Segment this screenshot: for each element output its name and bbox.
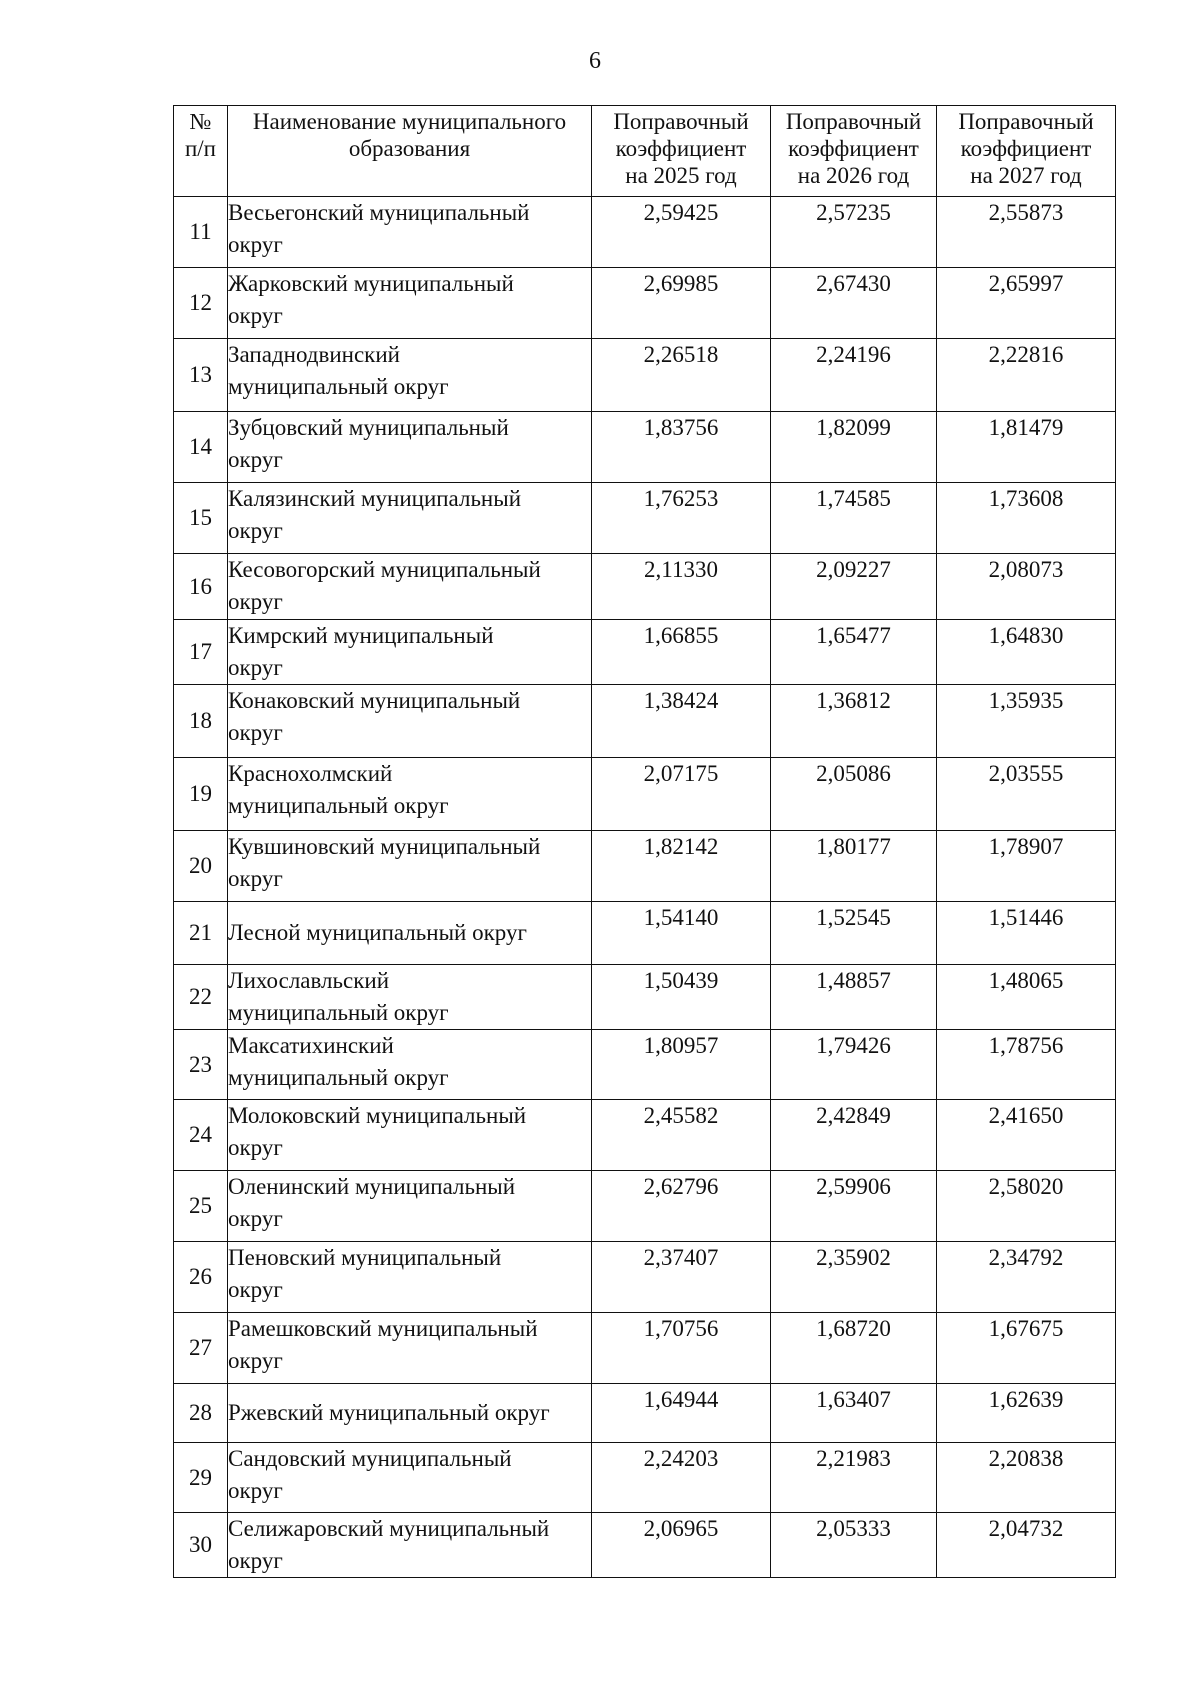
coefficient-2025: 2,26518 <box>592 339 771 412</box>
coefficient-2027: 2,58020 <box>937 1171 1116 1242</box>
row-number: 23 <box>174 1030 228 1100</box>
municipality-name <box>228 831 592 902</box>
row-number: 27 <box>174 1313 228 1384</box>
municipality-name <box>228 1242 592 1313</box>
municipality-name-line: муниципальный округ <box>228 374 449 399</box>
coefficient-2025: 1,83756 <box>592 412 771 483</box>
table-row <box>174 483 1116 554</box>
coefficient-2027: 2,20838 <box>937 1443 1116 1513</box>
coefficient-2027: 1,73608 <box>937 483 1116 554</box>
row-number: 13 <box>174 339 228 412</box>
row-number: 11 <box>174 197 228 268</box>
coefficient-2025: 2,37407 <box>592 1242 771 1313</box>
coefficient-2027: 1,67675 <box>937 1313 1116 1384</box>
row-number: 28 <box>174 1384 228 1443</box>
coefficient-2026: 2,05333 <box>771 1513 937 1578</box>
coefficient-2026: 2,57235 <box>771 197 937 268</box>
coefficient-2026: 1,68720 <box>771 1313 937 1384</box>
municipality-name-line: Зубцовский муниципальный <box>228 415 509 440</box>
header-2025: Поправочный коэффициент на 2025 год <box>592 106 771 197</box>
table-row <box>174 758 1116 831</box>
municipality-name-line: округ <box>228 720 283 745</box>
coefficient-2026: 1,36812 <box>771 685 937 758</box>
municipality-name-line: округ <box>228 303 283 328</box>
header-name: Наименование муниципального образования <box>228 106 592 197</box>
table-row <box>174 412 1116 483</box>
table-row <box>174 1100 1116 1171</box>
municipality-name-line: округ <box>228 447 283 472</box>
municipality-name <box>228 483 592 554</box>
table-row <box>174 1513 1116 1578</box>
coefficient-2026: 2,35902 <box>771 1242 937 1313</box>
municipality-name <box>228 197 592 268</box>
coefficient-2025: 1,76253 <box>592 483 771 554</box>
row-number: 26 <box>174 1242 228 1313</box>
municipality-name <box>228 554 592 620</box>
municipality-name-line: муниципальный округ <box>228 1000 449 1025</box>
row-number: 19 <box>174 758 228 831</box>
row-number: 14 <box>174 412 228 483</box>
coefficient-2027: 1,81479 <box>937 412 1116 483</box>
coefficient-2025: 2,24203 <box>592 1443 771 1513</box>
coefficient-2026: 1,48857 <box>771 965 937 1030</box>
table-row <box>174 965 1116 1030</box>
municipality-name-line: округ <box>228 1135 283 1160</box>
table-row <box>174 1030 1116 1100</box>
coefficient-2025: 2,59425 <box>592 197 771 268</box>
row-number: 20 <box>174 831 228 902</box>
row-number: 22 <box>174 965 228 1030</box>
row-number: 16 <box>174 554 228 620</box>
row-number: 12 <box>174 268 228 339</box>
coefficient-2027: 2,04732 <box>937 1513 1116 1578</box>
coefficient-2025: 2,45582 <box>592 1100 771 1171</box>
coefficient-2025: 1,70756 <box>592 1313 771 1384</box>
municipality-name-line: Оленинский муниципальный <box>228 1174 516 1199</box>
municipality-name <box>228 620 592 685</box>
coefficient-2025: 1,54140 <box>592 902 771 965</box>
coefficients-table <box>173 105 1116 1578</box>
table-row <box>174 902 1116 965</box>
municipality-name-line: округ <box>228 655 283 680</box>
municipality-name-line: округ <box>228 1348 283 1373</box>
municipality-name <box>228 268 592 339</box>
coefficient-2027: 1,78907 <box>937 831 1116 902</box>
municipality-name <box>228 1443 592 1513</box>
coefficient-2026: 2,67430 <box>771 268 937 339</box>
table-row <box>174 1313 1116 1384</box>
table-row <box>174 685 1116 758</box>
table-row <box>174 554 1116 620</box>
coefficient-2025: 2,11330 <box>592 554 771 620</box>
municipality-name-line: округ <box>228 518 283 543</box>
municipality-name <box>228 339 592 412</box>
coefficient-2025: 1,82142 <box>592 831 771 902</box>
municipality-name-line: муниципальный округ <box>228 1065 449 1090</box>
coefficient-2026: 1,79426 <box>771 1030 937 1100</box>
coefficient-2027: 1,35935 <box>937 685 1116 758</box>
table-row <box>174 1171 1116 1242</box>
municipality-name-line: Краснохолмский <box>228 761 393 786</box>
coefficient-2027: 1,62639 <box>937 1384 1116 1443</box>
municipality-name <box>228 412 592 483</box>
coefficient-2026: 1,82099 <box>771 412 937 483</box>
coefficient-2025: 1,66855 <box>592 620 771 685</box>
coefficient-2027: 2,41650 <box>937 1100 1116 1171</box>
table-row <box>174 268 1116 339</box>
row-number: 18 <box>174 685 228 758</box>
coefficient-2026: 1,80177 <box>771 831 937 902</box>
coefficient-2025: 2,69985 <box>592 268 771 339</box>
municipality-name-line: Калязинский муниципальный <box>228 486 522 511</box>
coefficient-2026: 1,52545 <box>771 902 937 965</box>
table-row <box>174 620 1116 685</box>
coefficient-2026: 2,05086 <box>771 758 937 831</box>
row-number: 21 <box>174 902 228 965</box>
coefficient-2027: 2,22816 <box>937 339 1116 412</box>
coefficient-2027: 1,51446 <box>937 902 1116 965</box>
row-number: 30 <box>174 1513 228 1578</box>
row-number: 25 <box>174 1171 228 1242</box>
page-number: 6 <box>589 48 601 74</box>
municipality-name-line: Весьегонский муниципальный <box>228 200 530 225</box>
municipality-name-line: Жарковский муниципальный <box>228 271 514 296</box>
coefficient-2026: 2,21983 <box>771 1443 937 1513</box>
municipality-name <box>228 965 592 1030</box>
municipality-name-line: Сандовский муниципальный <box>228 1446 512 1471</box>
municipality-name <box>228 758 592 831</box>
coefficient-2025: 1,80957 <box>592 1030 771 1100</box>
table-row <box>174 339 1116 412</box>
coefficient-2026: 2,59906 <box>771 1171 937 1242</box>
coefficient-2026: 2,09227 <box>771 554 937 620</box>
municipality-name-line: Ржевский муниципальный округ <box>228 1400 550 1425</box>
municipality-name <box>228 1100 592 1171</box>
municipality-name <box>228 1313 592 1384</box>
municipality-name-line: Кесовогорский муниципальный <box>228 557 541 582</box>
municipality-name-line: округ <box>228 1277 283 1302</box>
row-number: 24 <box>174 1100 228 1171</box>
row-number: 15 <box>174 483 228 554</box>
coefficient-2025: 1,50439 <box>592 965 771 1030</box>
coefficient-2027: 2,34792 <box>937 1242 1116 1313</box>
municipality-name-line: округ <box>228 866 283 891</box>
municipality-name-line: округ <box>228 232 283 257</box>
table-row <box>174 197 1116 268</box>
coefficient-2026: 1,74585 <box>771 483 937 554</box>
coefficient-2025: 2,62796 <box>592 1171 771 1242</box>
table-body <box>174 197 1116 1578</box>
coefficient-2025: 1,38424 <box>592 685 771 758</box>
municipality-name-line: округ <box>228 589 283 614</box>
coefficient-2027: 1,78756 <box>937 1030 1116 1100</box>
header-2027: Поправочный коэффициент на 2027 год <box>937 106 1116 197</box>
header-num: № п/п <box>174 106 228 197</box>
coefficient-2027: 2,08073 <box>937 554 1116 620</box>
municipality-name-line: муниципальный округ <box>228 793 449 818</box>
municipality-name-line: Лихославльский <box>228 968 390 993</box>
coefficient-2025: 2,07175 <box>592 758 771 831</box>
coefficient-2026: 2,42849 <box>771 1100 937 1171</box>
row-number: 17 <box>174 620 228 685</box>
municipality-name-line: Селижаровский муниципальный <box>228 1516 550 1541</box>
municipality-name-line: Молоковский муниципальный <box>228 1103 527 1128</box>
municipality-name <box>228 902 592 965</box>
coefficient-2026: 1,65477 <box>771 620 937 685</box>
table-row <box>174 1384 1116 1443</box>
municipality-name-line: Западнодвинский <box>228 342 400 367</box>
coefficient-2027: 1,64830 <box>937 620 1116 685</box>
municipality-name-line: округ <box>228 1206 283 1231</box>
municipality-name-line: Конаковский муниципальный <box>228 688 521 713</box>
coefficient-2025: 2,06965 <box>592 1513 771 1578</box>
coefficient-2027: 2,65997 <box>937 268 1116 339</box>
municipality-name <box>228 1513 592 1578</box>
table-row <box>174 1443 1116 1513</box>
municipality-name-line: Максатихинский <box>228 1033 394 1058</box>
municipality-name <box>228 685 592 758</box>
coefficient-2026: 1,63407 <box>771 1384 937 1443</box>
row-number: 29 <box>174 1443 228 1513</box>
table-row <box>174 831 1116 902</box>
municipality-name <box>228 1030 592 1100</box>
coefficient-2026: 2,24196 <box>771 339 937 412</box>
header-2026: Поправочный коэффициент на 2026 год <box>771 106 937 197</box>
coefficient-2025: 1,64944 <box>592 1384 771 1443</box>
municipality-name-line: округ <box>228 1548 283 1573</box>
municipality-name-line: Лесной муниципальный округ <box>228 920 527 945</box>
municipality-name-line: Рамешковский муниципальный <box>228 1316 538 1341</box>
municipality-name-line: Пеновский муниципальный <box>228 1245 502 1270</box>
municipality-name-line: Кувшиновский муниципальный <box>228 834 541 859</box>
municipality-name-line: округ <box>228 1478 283 1503</box>
coefficient-2027: 2,03555 <box>937 758 1116 831</box>
coefficient-2027: 2,55873 <box>937 197 1116 268</box>
table-header-row <box>174 106 1116 197</box>
municipality-name <box>228 1384 592 1443</box>
table-row <box>174 1242 1116 1313</box>
municipality-name-line: Кимрский муниципальный <box>228 623 494 648</box>
coefficient-2027: 1,48065 <box>937 965 1116 1030</box>
municipality-name <box>228 1171 592 1242</box>
